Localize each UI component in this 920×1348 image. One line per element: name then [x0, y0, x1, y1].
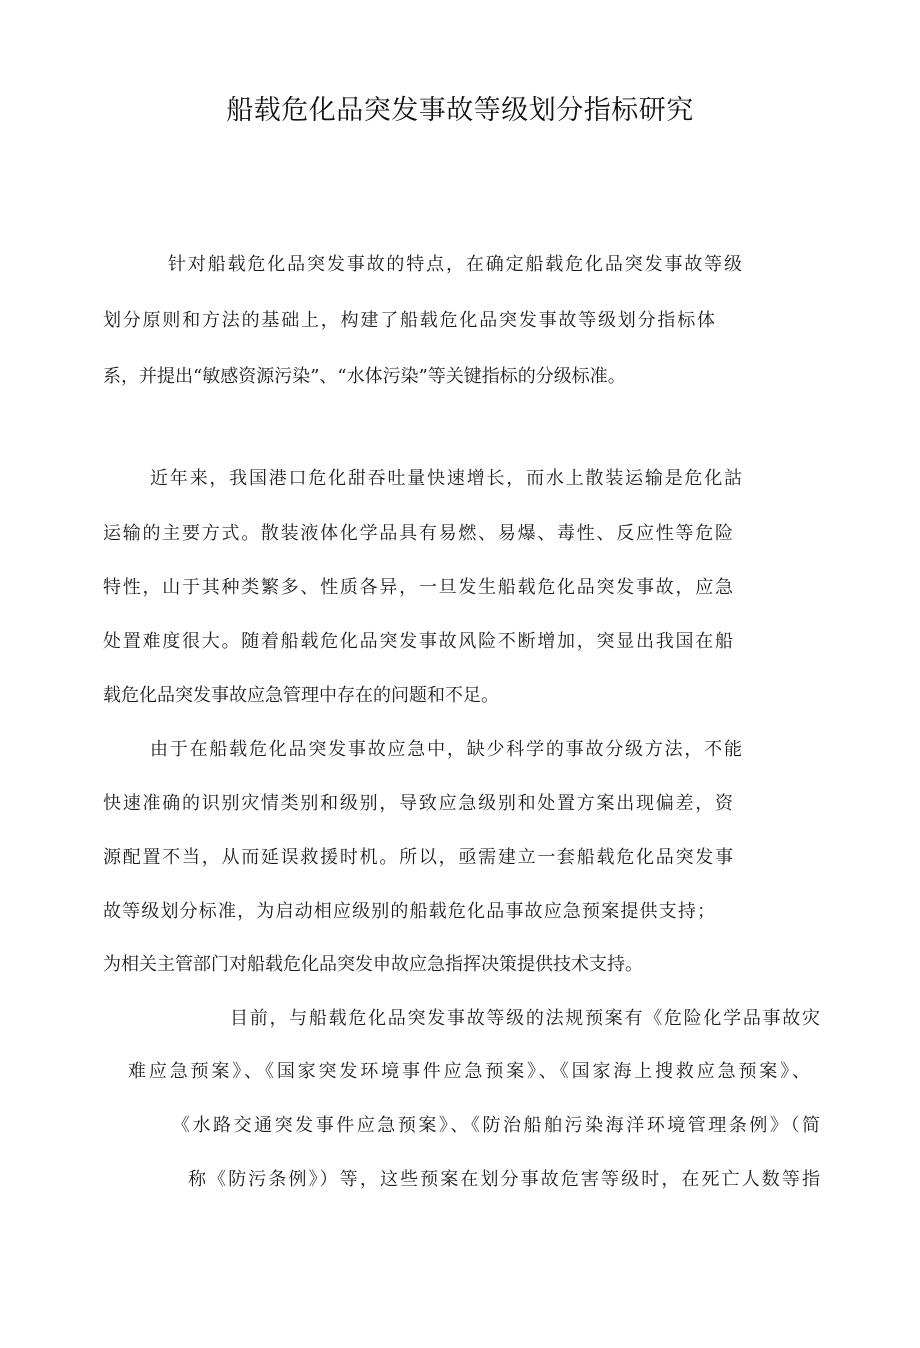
- text-line: 处置难度很大。随着船载危化品突发事故风险不断增加，突显出我国在船: [103, 631, 733, 652]
- document-title: 船载危化品突发事故等级划分指标研究: [226, 95, 694, 126]
- text-line: 为相关主管部门对船载危化品突发申故应急指挥决策提供技术支持。: [103, 954, 643, 975]
- text-line: 系，并提出“敏感资源污染”、“水体污染”等关键指标的分级标准。: [103, 366, 626, 387]
- text-line: 划分原则和方法的基础上，构建了船载危化品突发事故等级划分指标体: [103, 310, 715, 331]
- text-line: 源配置不当，从而延误救援时机。所以，亟需建立一套船载危化品突发事: [103, 847, 733, 868]
- text-line: 快速准确的识别灾情类别和级别，导致应急级别和处置方案出现偏差，资: [103, 793, 733, 814]
- text-line: 载危化品突发事故应急管理中存在的问题和不足。: [103, 685, 499, 706]
- text-line: 针对船载危化品突发事故的特点，在确定船载危化品突发事故等级: [168, 254, 742, 275]
- text-line: 难应急预案》、《国家突发环境事件应急预案》、《国家海上搜救应急预案》、: [128, 1061, 810, 1082]
- text-line: 故等级划分标准，为启动相应级别的船载危化品事故应急预案提供支持；: [103, 901, 715, 922]
- text-line: 由于在船载危化品突发事故应急中，缺少科学的事故分级方法，不能: [150, 739, 742, 760]
- text-line: 目前，与船载危化品突发事故等级的法规预案有《危险化学品事故灾: [230, 1008, 820, 1029]
- text-line: 《水路交通突发事件应急预案》、《防治船舶污染海洋环境管理条例》（简: [172, 1115, 820, 1136]
- text-line: 运输的主要方式。散装液体化学品具有易燃、易爆、毒性、反应性等危险: [103, 523, 733, 544]
- text-line: 特性，山于其种类繁多、性质各异，一旦发生船载危化品突发事故，应急: [103, 577, 733, 598]
- text-line: 近年来，我国港口危化甜吞吐量快速增长，而水上散装运输是危化詁: [150, 468, 742, 489]
- text-line: 称《防污条例》）等，这些预案在划分事故危害等级时，在死亡人数等指: [188, 1169, 820, 1190]
